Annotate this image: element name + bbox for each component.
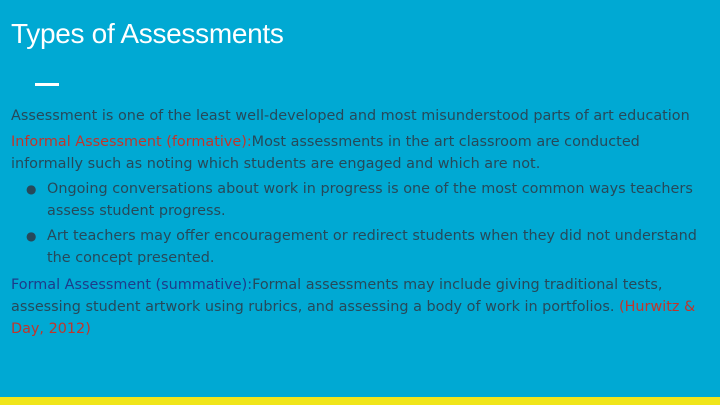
informal-paragraph (11, 131, 701, 175)
bullet-list (11, 178, 701, 269)
informal-text: Most assessments in the art classroom are conducted informally such as noting which students are engaged and which are not. (11, 134, 640, 172)
slide-title: Types of Assessments (11, 18, 284, 49)
bullet-text: Art teachers may offer encouragement or redirect students when they did not understand the concept presented. (47, 228, 697, 266)
intro-paragraph: Assessment is one of the least well-developed and most misunderstood parts of art education (11, 108, 690, 124)
informal-heading: Informal Assessment (formative): (11, 134, 252, 150)
bullet-icon: ● (26, 182, 37, 196)
list-item (11, 225, 701, 269)
footer-accent-bar (0, 397, 720, 405)
slide-body (11, 105, 701, 340)
bullet-icon: ● (26, 229, 37, 243)
formal-heading: Formal Assessment (summative): (11, 277, 253, 293)
citation: (Hurwitz & Day, 2012) (11, 299, 696, 337)
formal-text: Formal assessments may include giving traditional tests, assessing student artwork using rubrics, and assessing a body of work in portfolios. (11, 277, 663, 315)
bullet-text: Ongoing conversations about work in progress is one of the most common ways teachers assess student progress. (47, 181, 693, 219)
title-underline (35, 83, 59, 86)
formal-paragraph (11, 274, 701, 340)
list-item (11, 178, 701, 222)
